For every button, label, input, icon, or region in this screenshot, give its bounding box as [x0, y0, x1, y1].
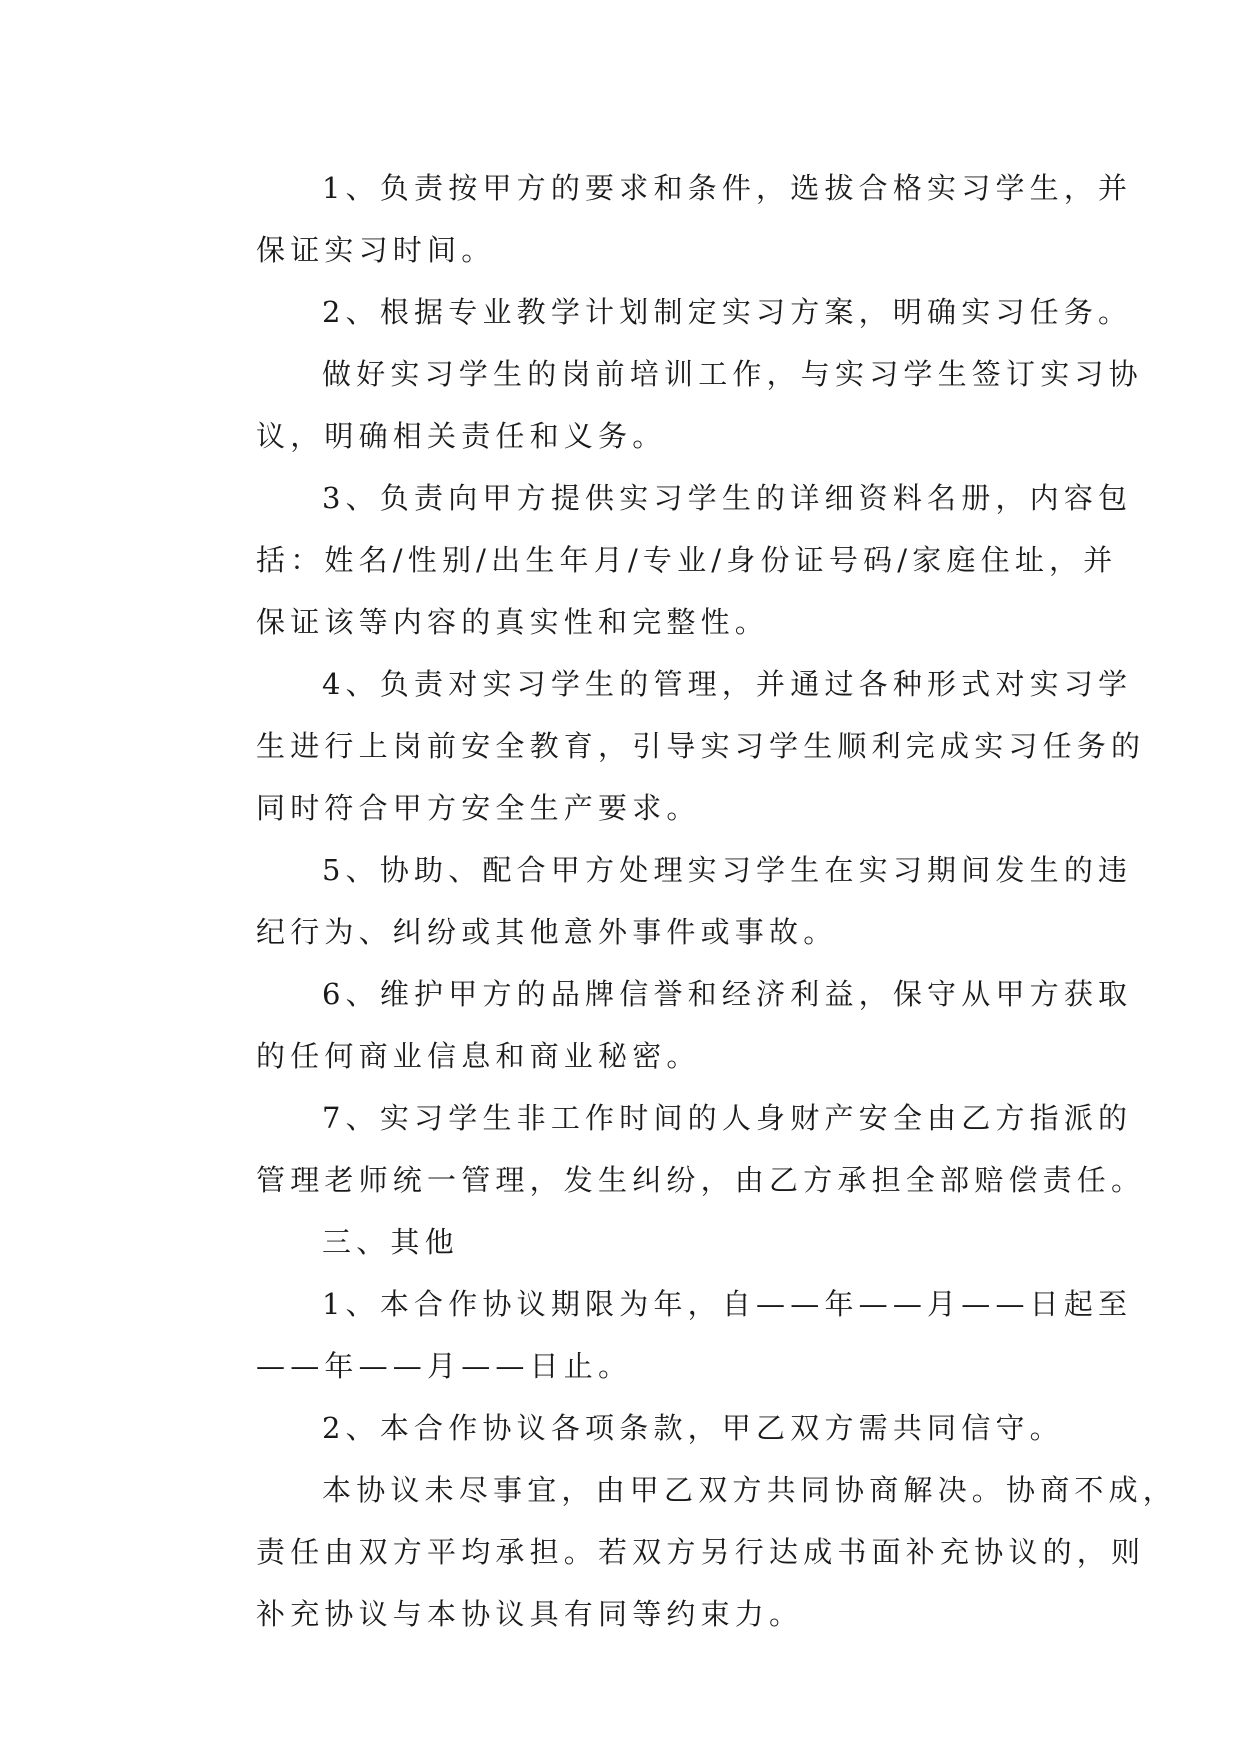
paragraph-line: 4、负责对实习学生的管理，并通过各种形式对实习学 — [322, 667, 1133, 701]
paragraph-2 — [190, 281, 1133, 343]
paragraph-line: 同时符合甲方安全生产要求。 — [256, 791, 701, 825]
paragraph-line: 保证该等内容的真实性和完整性。 — [256, 605, 770, 639]
paragraph-line: 6、维护甲方的品牌信誉和经济利益，保守从甲方获取 — [322, 977, 1133, 1011]
paragraph-line: 3、负责向甲方提供实习学生的详细资料名册，内容包 — [322, 481, 1133, 515]
paragraph-line: 的任何商业信息和商业秘密。 — [256, 1039, 701, 1073]
paragraph-line: 2、本合作协议各项条款，甲乙双方需共同信守。 — [322, 1411, 1064, 1445]
paragraph-line: 5、协助、配合甲方处理实习学生在实习期间发生的违 — [322, 853, 1133, 887]
paragraph-5 — [190, 653, 1146, 839]
paragraph-line: 纪行为、纠纷或其他意外事件或事故。 — [256, 915, 838, 949]
paragraph-line: 议，明确相关责任和义务。 — [256, 419, 667, 453]
document-body — [190, 157, 1178, 1645]
paragraph-line: 补充协议与本协议具有同等约束力。 — [256, 1597, 804, 1631]
paragraph-11 — [190, 1397, 1064, 1459]
paragraph-line: 保证实习时间。 — [256, 233, 496, 267]
paragraph-1 — [190, 157, 1133, 281]
paragraph-12 — [190, 1459, 1178, 1645]
paragraph-7 — [190, 963, 1133, 1087]
paragraph-line: 2、根据专业教学计划制定实习方案，明确实习任务。 — [322, 295, 1133, 329]
paragraph-3 — [190, 343, 1143, 467]
paragraph-line: 1、负责按甲方的要求和条件，选拔合格实习学生，并 — [322, 171, 1133, 205]
paragraph-line: 责任由双方平均承担。若双方另行达成书面补充协议的，则 — [256, 1535, 1146, 1569]
paragraph-line: 做好实习学生的岗前培训工作，与实习学生签订实习协 — [322, 357, 1143, 391]
section-heading-text: 三、其他 — [322, 1225, 459, 1259]
paragraph-line: 管理老师统一管理，发生纠纷，由乙方承担全部赔偿责任。 — [256, 1163, 1146, 1197]
paragraph-line: ——年——月——日止。 — [256, 1349, 633, 1383]
paragraph-4 — [190, 467, 1133, 653]
paragraph-8 — [190, 1087, 1146, 1211]
paragraph-line: 生进行上岗前安全教育，引导实习学生顺利完成实习任务的 — [256, 729, 1146, 763]
paragraph-line: 括：姓名/性别/出生年月/专业/身份证号码/家庭住址，并 — [256, 543, 1118, 577]
paragraph-line: 本协议未尽事宜，由甲乙双方共同协商解决。协商不成， — [322, 1473, 1178, 1507]
paragraph-line: 1、本合作协议期限为年，自——年——月——日起至 — [322, 1287, 1133, 1321]
section-heading-other — [190, 1211, 1060, 1273]
paragraph-10 — [190, 1273, 1133, 1397]
paragraph-line: 7、实习学生非工作时间的人身财产安全由乙方指派的 — [322, 1101, 1133, 1135]
paragraph-6 — [190, 839, 1133, 963]
